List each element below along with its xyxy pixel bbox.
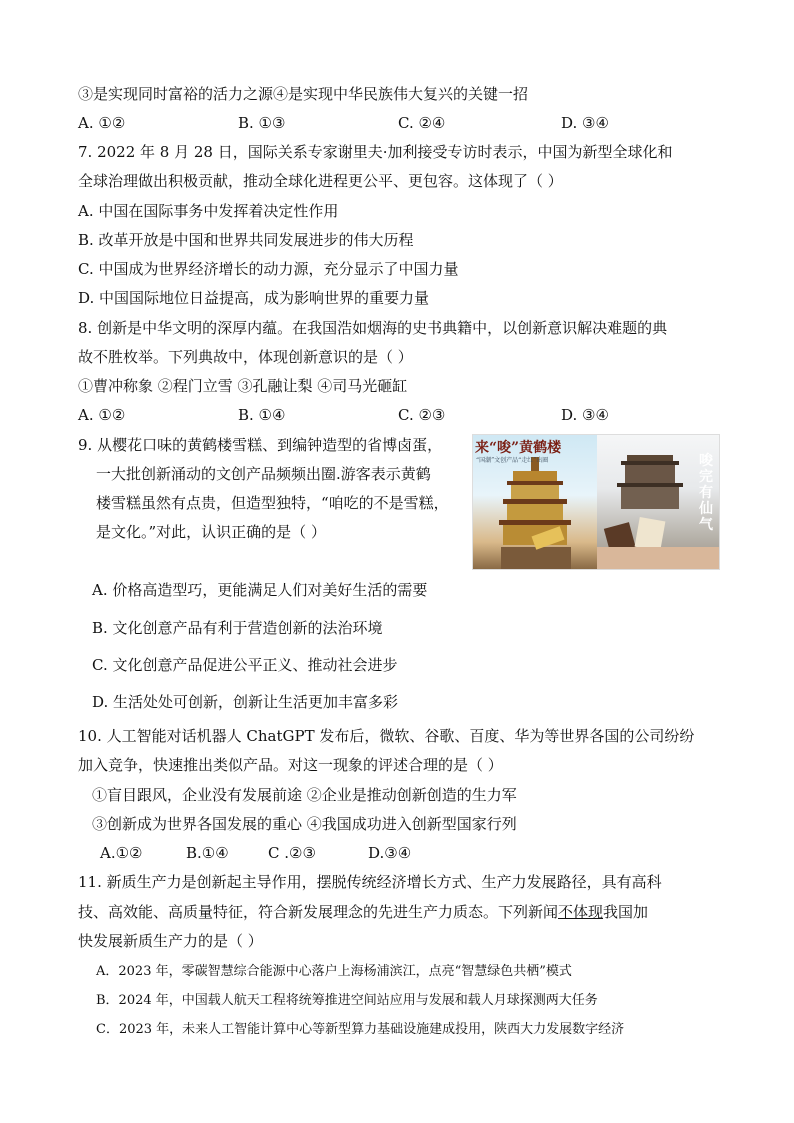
q9-option-b: B. 文化创意产品有利于营造创新的法治环境 [92, 619, 383, 637]
ice-cream-photo [597, 435, 719, 569]
q6-option-b: B. ①③ [238, 114, 286, 132]
q6-option-d: D. ③④ [561, 114, 609, 132]
poster-image [473, 435, 597, 569]
q8-option-d: D. ③④ [561, 406, 609, 424]
poster-vertical-text: 唆完有仙气 [699, 453, 713, 533]
poster-title: 来“唆”黄鹤楼 [475, 440, 562, 456]
q7-option-c: C. 中国成为世界经济增长的动力源，充分显示了中国力量 [78, 260, 459, 278]
poster-subtitle: “国潮”文创产品“走红”出圈 [476, 457, 549, 464]
q11-stem: 11. 新质生产力是创新起主导作用，摆脱传统经济增长方式、生产力发展路径，具有高科 [78, 873, 662, 891]
q9-option-a: A. 价格高造型巧，更能满足人们对美好生活的需要 [92, 581, 428, 599]
q7-option-b: B. 改革开放是中国和世界共同发展进步的伟大历程 [78, 231, 414, 249]
q6-option-c: C. ②④ [398, 114, 446, 132]
text-line: ③是实现同时富裕的活力之源④是实现中华民族伟大复兴的关键一招 [78, 85, 529, 103]
q9-option-c: C. 文化创意产品促进公平正义、推动社会进步 [92, 656, 398, 674]
q10-option-a: A.①② [100, 844, 143, 862]
q11-option-c: C．2023 年，未来人工智能计算中心等新型算力基础设施建成投用，陕西大力发展数字经济 [96, 1022, 625, 1037]
q9-option-d: D. 生活处处可创新，创新让生活更加丰富多彩 [92, 693, 399, 711]
q8-option-b: B. ①④ [238, 406, 286, 424]
q7-stem: 7. 2022 年 8 月 28 日，国际关系专家谢里夫·加利接受专访时表示，中国为新型全球化和 [78, 143, 673, 161]
q8-choices: ①曹冲称象 ②程门立雪 ③孔融让梨 ④司马光砸缸 [78, 377, 408, 395]
q8-option-c: C. ②③ [398, 406, 446, 424]
q10-choices: ①盲目跟风，企业没有发展前途 ②企业是推动创新创造的生力军 [92, 786, 517, 804]
q10-stem: 10. 人工智能对话机器人 ChatGPT 发布后，微软、谷歌、百度、华为等世界各国的公司纷纷 [78, 727, 695, 745]
q10-choices: ③创新成为世界各国发展的重心 ④我国成功进入创新型国家行列 [92, 815, 517, 833]
q10-option-d: D.③④ [368, 844, 412, 862]
q11-option-b: B．2024 年，中国载人航天工程将统筹推进空间站应用与发展和载人月球探测两大任务 [96, 993, 598, 1008]
yellow-crane-tower-photo [472, 434, 720, 570]
q8-stem: 8. 创新是中华文明的深厚内蕴。在我国浩如烟海的史书典籍中，以创新意识解决难题的典 [78, 319, 668, 337]
q11-underlined-not: 不体现 [558, 903, 604, 921]
q11-stem-part: 技、高效能、高质量特征，符合新发展理念的先进生产力质态。下列新闻 [78, 903, 559, 921]
q9-stem: 9. 从樱花口味的黄鹤楼雪糕、到编钟造型的省博卤蛋， [78, 436, 443, 454]
q11-option-a: A．2023 年，零碳智慧综合能源中心落户上海杨浦滨江，点亮“智慧绿色共栖”模式 [96, 964, 572, 979]
q10-option-b: B.①④ [186, 844, 229, 862]
q7-stem: 全球治理做出积极贡献，推动全球化进程更公平、更包容。这体现了（ ） [78, 172, 563, 190]
q11-stem-part: 我国加 [603, 903, 649, 921]
q10-option-c: C .②③ [268, 844, 316, 862]
q8-option-a: A. ①② [78, 406, 126, 424]
q9-stem: 一大批创新涌动的文创产品频频出圈.游客表示黄鹤 [96, 465, 431, 483]
q9-stem: 是文化。”对此，认识正确的是（ ） [96, 523, 326, 541]
q7-option-a: A. 中国在国际事务中发挥着决定性作用 [78, 202, 339, 220]
q9-stem: 楼雪糕虽然有点贵，但造型独特，“咱吃的不是雪糕， [96, 494, 449, 512]
q7-option-d: D. 中国国际地位日益提高，成为影响世界的重要力量 [78, 289, 430, 307]
q6-option-a: A. ①② [78, 114, 126, 132]
q8-stem: 故不胜枚举。下列典故中，体现创新意识的是（ ） [78, 348, 413, 366]
q10-stem: 加入竞争，快速推出类似产品。对这一现象的评述合理的是（ ） [78, 756, 503, 774]
q11-stem [78, 902, 648, 922]
q11-stem: 快发展新质生产力的是（ ） [78, 932, 263, 950]
